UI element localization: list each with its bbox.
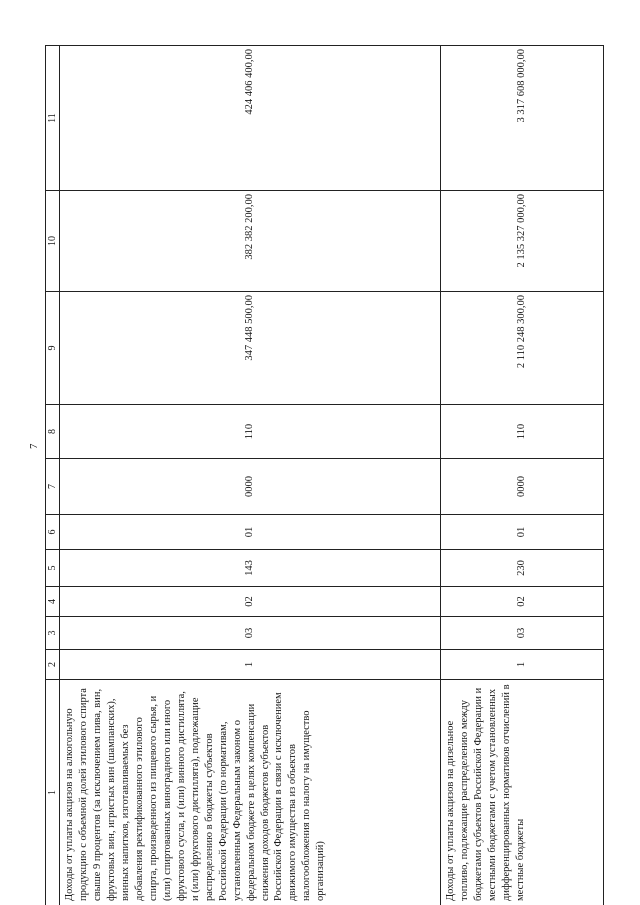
column-header: 2	[46, 650, 60, 680]
cell-code-7: 0000	[60, 459, 441, 515]
page-number: 7	[28, 443, 40, 449]
column-header: 5	[46, 550, 60, 587]
cell-code-8: 110	[441, 405, 604, 459]
cell-amount-10: 382 382 200,00	[60, 191, 441, 292]
cell-code-2: 1	[441, 650, 604, 680]
cell-code-4: 02	[60, 587, 441, 617]
cell-code-6: 01	[441, 515, 604, 550]
cell-code-8: 110	[60, 405, 441, 459]
cell-amount-10: 2 135 327 000,00	[441, 191, 604, 292]
cell-code-2: 1	[60, 650, 441, 680]
cell-code-3: 03	[60, 617, 441, 650]
column-header: 4	[46, 587, 60, 617]
cell-amount-9: 347 448 500,00	[60, 292, 441, 405]
column-header: 3	[46, 617, 60, 650]
column-header: 7	[46, 459, 60, 515]
column-header: 11	[46, 46, 60, 191]
table-header-row	[46, 46, 60, 905]
cell-amount-9: 2 110 248 300,00	[441, 292, 604, 405]
cell-code-3: 03	[441, 617, 604, 650]
cell-code-7: 0000	[441, 459, 604, 515]
cell-amount-11: 3 317 608 000,00	[441, 46, 604, 191]
column-header: 6	[46, 515, 60, 550]
cell-amount-11: 424 406 400,00	[60, 46, 441, 191]
cell-code-4: 02	[441, 587, 604, 617]
cell-code-5: 143	[60, 550, 441, 587]
budget-revenue-table	[45, 45, 604, 905]
cell-code-5: 230	[441, 550, 604, 587]
cell-code-6: 01	[60, 515, 441, 550]
table-row	[60, 46, 441, 905]
column-header: 10	[46, 191, 60, 292]
column-header: 9	[46, 292, 60, 405]
rotated-table-container	[45, 46, 605, 905]
column-header: 8	[46, 405, 60, 459]
row-description: Доходы от уплаты акцизов на дизельное топливо, подлежащие распределению между бюджетами субъектов Российской Федерации и местными бюджетами с учетом установленных дифференцированных нормативов отчислений в местные бюджеты	[441, 680, 604, 905]
table-row	[441, 46, 604, 905]
row-description: Доходы от уплаты акцизов на алкогольную продукцию с объемной долей этилового спирта свыше 9 процентов (за исключением пива, вин, фруктовых вин, игристых вин (шампанских), винных напитков, изготавливаемых без добавления ректификованного этилового спирта, произведенного из пищевого сырья, и (или) спиртованных виноградного или иного фруктового сусла, и (или) винного дистиллята, и (или) фруктового дистиллята), подлежащие распределению в бюджеты субъектов Российской Федерации (по нормативам, установленным Федеральным законом о федеральном бюджете в целях компенсации снижения доходов бюджетов субъектов Российской Федерации в связи с исключением движимого имущества из объектов налогообложения по налогу на имущество организаций)	[60, 680, 441, 905]
column-header: 1	[46, 680, 60, 905]
